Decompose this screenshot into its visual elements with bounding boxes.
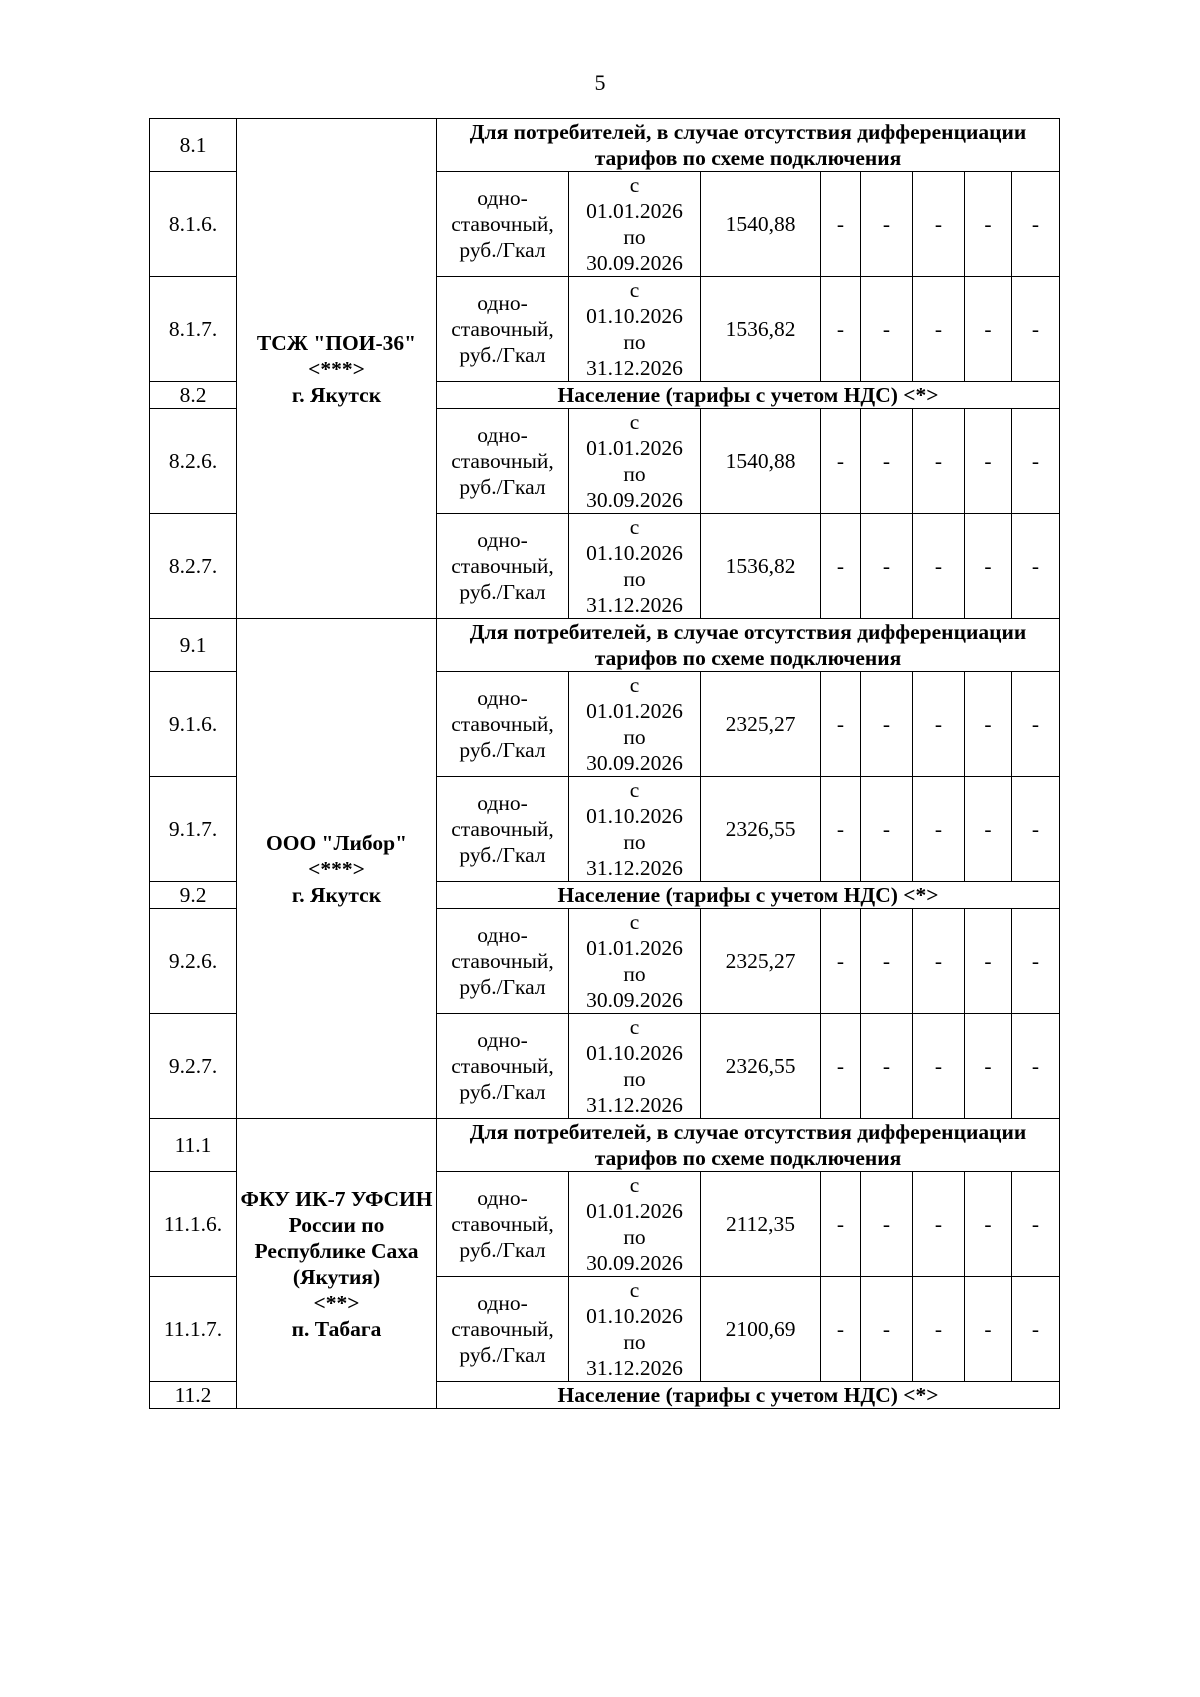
row-code: 8.1.6.: [150, 172, 237, 277]
empty-value-dash: -: [821, 514, 861, 619]
empty-value-dash: -: [913, 777, 965, 882]
period-to: 31.12.2026: [586, 1093, 683, 1117]
empty-value-dash: -: [861, 409, 913, 514]
empty-value-dash: -: [821, 672, 861, 777]
period-cell: [569, 1172, 701, 1277]
empty-value-dash: -: [913, 909, 965, 1014]
period-cell: [569, 409, 701, 514]
period-from: 01.10.2026: [586, 1041, 683, 1065]
rate-type: одно-ставочный, руб./Гкал: [437, 409, 569, 514]
empty-value-dash: -: [1012, 514, 1060, 619]
period-to: 30.09.2026: [586, 988, 683, 1012]
period-to: 30.09.2026: [586, 1251, 683, 1275]
rate-type: одно-ставочный, руб./Гкал: [437, 1014, 569, 1119]
period-from: 01.01.2026: [586, 436, 683, 460]
rate-type: одно-ставочный, руб./Гкал: [437, 277, 569, 382]
period-middle: по: [623, 225, 646, 249]
empty-value-dash: -: [1012, 1014, 1060, 1119]
period-middle: по: [623, 1330, 646, 1354]
section-code: 11.2: [150, 1382, 237, 1409]
period-prefix: с: [629, 910, 640, 934]
tariff-value: 2325,27: [701, 672, 821, 777]
empty-value-dash: -: [861, 514, 913, 619]
empty-value-dash: -: [861, 909, 913, 1014]
section-population-heading: Население (тарифы с учетом НДС) <*>: [437, 882, 1060, 909]
rate-type: одно-ставочный, руб./Гкал: [437, 777, 569, 882]
period-to: 30.09.2026: [586, 488, 683, 512]
period-prefix: с: [629, 1173, 640, 1197]
organization-name: ФКУ ИК-7 УФСИН России по Республике Саха (Якутия): [240, 1186, 433, 1289]
period-to: 30.09.2026: [586, 251, 683, 275]
empty-value-dash: -: [965, 1172, 1012, 1277]
row-code: 8.2.7.: [150, 514, 237, 619]
period-prefix: с: [629, 778, 640, 802]
section-code: 11.1: [150, 1119, 237, 1172]
empty-value-dash: -: [821, 409, 861, 514]
period-cell: [569, 514, 701, 619]
empty-value-dash: -: [965, 1277, 1012, 1382]
rate-type: одно-ставочный, руб./Гкал: [437, 1172, 569, 1277]
empty-value-dash: -: [1012, 172, 1060, 277]
tariff-value: 2112,35: [701, 1172, 821, 1277]
organization-mark: <**>: [313, 1290, 360, 1315]
row-code: 9.1.7.: [150, 777, 237, 882]
period-from: 01.10.2026: [586, 804, 683, 828]
period-to: 30.09.2026: [586, 751, 683, 775]
period-from: 01.10.2026: [586, 1304, 683, 1328]
empty-value-dash: -: [821, 1172, 861, 1277]
period-cell: [569, 672, 701, 777]
section-no-diff-heading: Для потребителей, в случае отсутствия дифференциации тарифов по схеме подключения: [437, 1119, 1060, 1172]
section-code: 9.1: [150, 619, 237, 672]
period-from: 01.01.2026: [586, 1199, 683, 1223]
organization-name: ООО "Либор": [266, 830, 407, 855]
empty-value-dash: -: [861, 1172, 913, 1277]
organization-location: п. Табага: [291, 1316, 382, 1341]
empty-value-dash: -: [913, 672, 965, 777]
section-code: 8.2: [150, 382, 237, 409]
empty-value-dash: -: [1012, 909, 1060, 1014]
period-middle: по: [623, 725, 646, 749]
empty-value-dash: -: [821, 277, 861, 382]
period-cell: [569, 909, 701, 1014]
period-middle: по: [623, 330, 646, 354]
period-from: 01.01.2026: [586, 936, 683, 960]
period-prefix: с: [629, 1015, 640, 1039]
empty-value-dash: -: [965, 409, 1012, 514]
organization-location: г. Якутск: [291, 882, 382, 907]
row-code: 9.2.6.: [150, 909, 237, 1014]
rate-type: одно-ставочный, руб./Гкал: [437, 1277, 569, 1382]
period-prefix: с: [629, 173, 640, 197]
period-middle: по: [623, 1225, 646, 1249]
organization-mark: <***>: [308, 856, 365, 881]
period-cell: [569, 777, 701, 882]
empty-value-dash: -: [1012, 672, 1060, 777]
empty-value-dash: -: [861, 1277, 913, 1382]
section-row: [150, 1119, 1060, 1172]
period-prefix: с: [629, 1278, 640, 1302]
tariff-value: 1540,88: [701, 172, 821, 277]
period-to: 31.12.2026: [586, 593, 683, 617]
row-code: 8.2.6.: [150, 409, 237, 514]
empty-value-dash: -: [965, 909, 1012, 1014]
period-cell: [569, 277, 701, 382]
empty-value-dash: -: [913, 514, 965, 619]
period-cell: [569, 1014, 701, 1119]
empty-value-dash: -: [861, 672, 913, 777]
period-middle: по: [623, 830, 646, 854]
empty-value-dash: -: [965, 1014, 1012, 1119]
rate-type: одно-ставочный, руб./Гкал: [437, 172, 569, 277]
empty-value-dash: -: [821, 909, 861, 1014]
empty-value-dash: -: [1012, 409, 1060, 514]
empty-value-dash: -: [965, 514, 1012, 619]
empty-value-dash: -: [965, 277, 1012, 382]
tariff-value: 1536,82: [701, 514, 821, 619]
empty-value-dash: -: [913, 1277, 965, 1382]
page-number: 5: [594, 70, 606, 95]
period-cell: [569, 1277, 701, 1382]
empty-value-dash: -: [913, 409, 965, 514]
tariff-value: 2325,27: [701, 909, 821, 1014]
organization-cell: [237, 619, 437, 1119]
period-from: 01.01.2026: [586, 199, 683, 223]
rate-type: одно-ставочный, руб./Гкал: [437, 672, 569, 777]
organization-location: г. Якутск: [291, 382, 382, 407]
section-no-diff-heading: Для потребителей, в случае отсутствия дифференциации тарифов по схеме подключения: [437, 619, 1060, 672]
row-code: 9.2.7.: [150, 1014, 237, 1119]
period-middle: по: [623, 1067, 646, 1091]
empty-value-dash: -: [913, 1014, 965, 1119]
empty-value-dash: -: [913, 277, 965, 382]
period-prefix: с: [629, 410, 640, 434]
empty-value-dash: -: [1012, 277, 1060, 382]
period-to: 31.12.2026: [586, 856, 683, 880]
row-code: 11.1.7.: [150, 1277, 237, 1382]
empty-value-dash: -: [965, 172, 1012, 277]
tariff-table: [149, 118, 1060, 1409]
period-middle: по: [623, 567, 646, 591]
period-from: 01.01.2026: [586, 699, 683, 723]
empty-value-dash: -: [965, 672, 1012, 777]
section-population-heading: Население (тарифы с учетом НДС) <*>: [437, 382, 1060, 409]
organization-name: ТСЖ "ПОИ-36": [256, 330, 417, 355]
section-no-diff-heading: Для потребителей, в случае отсутствия дифференциации тарифов по схеме подключения: [437, 119, 1060, 172]
empty-value-dash: -: [913, 172, 965, 277]
section-code: 9.2: [150, 882, 237, 909]
row-code: 11.1.6.: [150, 1172, 237, 1277]
organization-cell: [237, 1119, 437, 1409]
period-prefix: с: [629, 673, 640, 697]
section-code: 8.1: [150, 119, 237, 172]
empty-value-dash: -: [821, 172, 861, 277]
empty-value-dash: -: [965, 777, 1012, 882]
period-to: 31.12.2026: [586, 1356, 683, 1380]
rate-type: одно-ставочный, руб./Гкал: [437, 909, 569, 1014]
tariff-value: 2100,69: [701, 1277, 821, 1382]
period-from: 01.10.2026: [586, 304, 683, 328]
rate-type: одно-ставочный, руб./Гкал: [437, 514, 569, 619]
empty-value-dash: -: [821, 1014, 861, 1119]
tariff-value: 1540,88: [701, 409, 821, 514]
period-middle: по: [623, 462, 646, 486]
row-code: 9.1.6.: [150, 672, 237, 777]
empty-value-dash: -: [861, 277, 913, 382]
empty-value-dash: -: [913, 1172, 965, 1277]
organization-mark: <***>: [308, 356, 365, 381]
period-middle: по: [623, 962, 646, 986]
empty-value-dash: -: [1012, 1172, 1060, 1277]
empty-value-dash: -: [821, 777, 861, 882]
period-to: 31.12.2026: [586, 356, 683, 380]
section-population-heading: Население (тарифы с учетом НДС) <*>: [437, 1382, 1060, 1409]
period-prefix: с: [629, 515, 640, 539]
empty-value-dash: -: [861, 172, 913, 277]
period-cell: [569, 172, 701, 277]
empty-value-dash: -: [861, 1014, 913, 1119]
row-code: 8.1.7.: [150, 277, 237, 382]
empty-value-dash: -: [1012, 777, 1060, 882]
period-prefix: с: [629, 278, 640, 302]
empty-value-dash: -: [821, 1277, 861, 1382]
organization-cell: [237, 119, 437, 619]
empty-value-dash: -: [861, 777, 913, 882]
period-from: 01.10.2026: [586, 541, 683, 565]
tariff-value: 1536,82: [701, 277, 821, 382]
tariff-value: 2326,55: [701, 1014, 821, 1119]
tariff-value: 2326,55: [701, 777, 821, 882]
section-row: [150, 619, 1060, 672]
empty-value-dash: -: [1012, 1277, 1060, 1382]
section-row: [150, 119, 1060, 172]
